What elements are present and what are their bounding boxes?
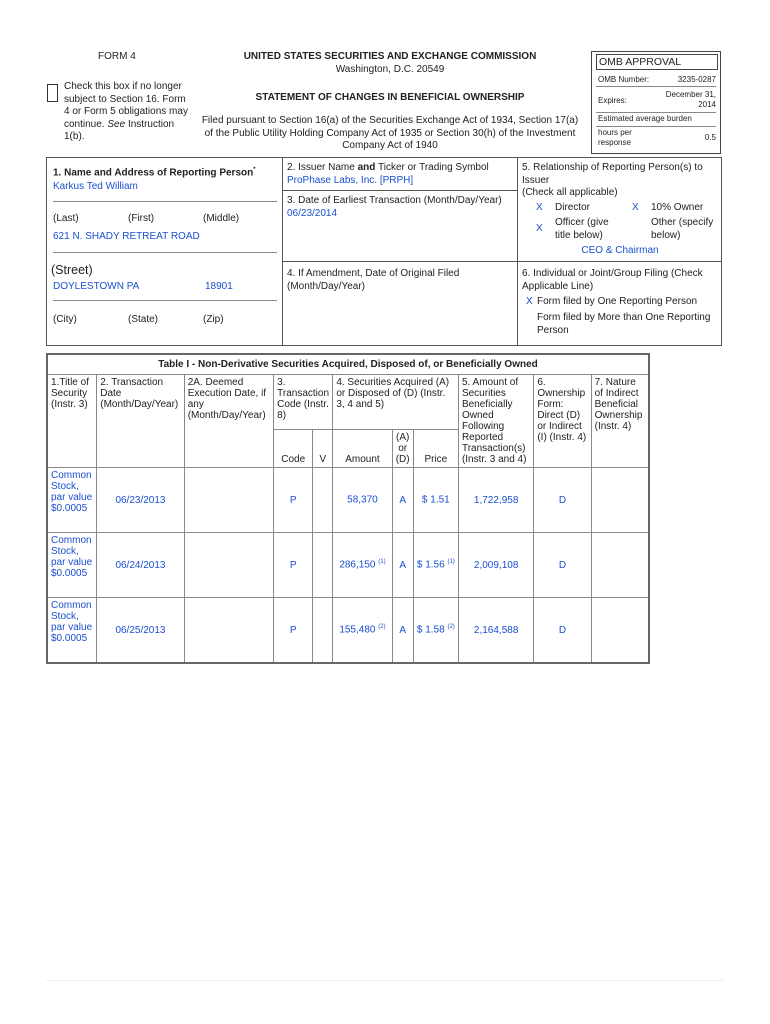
box-reporting-person bbox=[46, 157, 283, 346]
omb-divider bbox=[596, 126, 716, 127]
row-v bbox=[313, 533, 333, 598]
check-note bbox=[64, 81, 189, 144]
row-price-footnote[interactable]: (1) bbox=[447, 559, 455, 566]
omb-expires: December 31, 2014 bbox=[665, 90, 716, 109]
row-nature bbox=[591, 598, 649, 664]
col-transaction-code: 3. Transaction Code (Instr. 8) bbox=[274, 375, 333, 430]
box1-label-text: 1. Name and Address of Reporting Person bbox=[53, 167, 254, 179]
sec-title: UNITED STATES SECURITIES AND EXCHANGE COMMISSION bbox=[243, 51, 537, 62]
table-title: Table I - Non-Derivative Securities Acquired, Disposed of, or Beneficially Owned bbox=[47, 354, 649, 375]
row-security-title: Common Stock, par value $0.0005 bbox=[47, 468, 97, 533]
row-a-or-d: A bbox=[392, 598, 413, 664]
row-form: D bbox=[534, 533, 591, 598]
row-code: P bbox=[274, 533, 313, 598]
row-form: D bbox=[534, 598, 591, 664]
table-header-row bbox=[47, 375, 649, 430]
earliest-date-value: 06/23/2014 bbox=[287, 208, 338, 219]
row-price-value: $ 1.58 bbox=[416, 624, 445, 636]
more-person-label: Form filed by More than One Reporting Person bbox=[537, 312, 711, 336]
col-ownership-form: 6. Ownership Form: Direct (D) or Indirect (I) (Instr. 4) bbox=[534, 375, 591, 468]
col-nature-ownership: 7. Nature of Indirect Beneficial Ownership (Instr. 4) bbox=[591, 375, 649, 468]
officer-title: CEO & Chairman bbox=[581, 245, 659, 256]
col-title-security: 1.Title of Security (Instr. 3) bbox=[47, 375, 97, 468]
row-deemed-date bbox=[184, 533, 273, 598]
row-owned: 2,164,588 bbox=[458, 598, 533, 664]
row-price bbox=[413, 598, 458, 664]
box-issuer bbox=[282, 157, 518, 191]
table-row bbox=[47, 533, 649, 598]
director-mark[interactable]: X bbox=[536, 202, 543, 213]
row-v bbox=[313, 468, 333, 533]
box2-label-rest: Ticker or Trading Symbol bbox=[377, 162, 489, 173]
row-v bbox=[313, 598, 333, 664]
reporting-person-name: Karkus Ted William bbox=[53, 181, 138, 192]
row-a-or-d: A bbox=[392, 533, 413, 598]
row-form: D bbox=[534, 468, 591, 533]
omb-number: 3235-0287 bbox=[677, 75, 716, 84]
box-earliest-date bbox=[282, 190, 518, 262]
row-amount bbox=[333, 598, 392, 664]
form-name: FORM 4 bbox=[98, 51, 136, 62]
page-footer-divider bbox=[46, 980, 724, 981]
officer-mark[interactable]: X bbox=[536, 223, 543, 234]
box-amendment bbox=[282, 261, 518, 346]
street-line bbox=[53, 252, 277, 253]
state-label: (State) bbox=[128, 314, 159, 325]
row-price bbox=[413, 533, 458, 598]
first-label: (First) bbox=[128, 213, 155, 224]
box2-and: and bbox=[357, 162, 376, 173]
zip-value: 18901 bbox=[205, 281, 233, 292]
owner-label: 10% Owner bbox=[651, 202, 704, 213]
issuer-value: ProPhase Labs, Inc. [PRPH] bbox=[287, 175, 414, 186]
street-label: (Street) bbox=[51, 263, 93, 277]
table-row bbox=[47, 598, 649, 664]
row-date: 06/23/2013 bbox=[97, 468, 184, 533]
city-value: DOYLESTOWN PA bbox=[53, 281, 140, 292]
check-all: (Check all applicable) bbox=[522, 187, 618, 198]
one-person-mark[interactable]: X bbox=[526, 296, 533, 307]
city-label: (City) bbox=[53, 314, 77, 325]
city-line bbox=[53, 300, 277, 301]
check-note-instr: Instruction 1(b). bbox=[64, 118, 175, 142]
row-amount-value: 58,370 bbox=[347, 494, 378, 506]
row-price-value: $ 1.56 bbox=[416, 559, 445, 571]
box-relationship bbox=[517, 157, 722, 262]
sub-amount: Amount bbox=[333, 430, 392, 468]
omb-burden: Estimated average burden bbox=[598, 114, 692, 123]
row-amount bbox=[333, 468, 392, 533]
statement-title: STATEMENT OF CHANGES IN BENEFICIAL OWNERSHIP bbox=[255, 92, 525, 103]
col-amount-owned: 5. Amount of Securities Beneficially Owned Following Reported Transaction(s) (Instr. 3 and 4) bbox=[458, 375, 533, 468]
table-title-row bbox=[47, 354, 649, 375]
sec-location: Washington, D.C. 20549 bbox=[335, 64, 445, 75]
box4-label: 4. If Amendment, Date of Original Filed (Month/Day/Year) bbox=[287, 268, 460, 292]
row-owned: 1,722,958 bbox=[458, 468, 533, 533]
row-owned: 2,009,108 bbox=[458, 533, 533, 598]
table-row bbox=[47, 468, 649, 533]
row-price-footnote[interactable]: (2) bbox=[447, 624, 455, 631]
col-deemed-date: 2A. Deemed Execution Date, if any (Month/Day/Year) bbox=[184, 375, 273, 468]
row-deemed-date bbox=[184, 468, 273, 533]
row-price-value: $ 1.51 bbox=[421, 494, 450, 506]
row-security-title: Common Stock, par value $0.0005 bbox=[47, 598, 97, 664]
omb-hours-label: hours per response bbox=[598, 128, 632, 147]
row-amount-footnote[interactable]: (2) bbox=[378, 624, 386, 631]
omb-approval-box bbox=[591, 51, 721, 154]
box2-label bbox=[287, 162, 489, 173]
omb-divider bbox=[596, 112, 716, 113]
filed-pursuant: Filed pursuant to Section 16(a) of the Securities Exchange Act of 1934, Section 17(a) of the Public Utility Holding Company Act of 1935 or Section 30(h) of the Investment Company Act of 1940 bbox=[201, 115, 579, 151]
zip-label: (Zip) bbox=[203, 314, 224, 325]
other-label: Other (specify below) bbox=[651, 217, 714, 241]
check-note-see: See bbox=[107, 118, 126, 130]
no-longer-subject-checkbox[interactable] bbox=[47, 84, 58, 102]
omb-expires-label: Expires: bbox=[598, 96, 627, 105]
col-securities-acquired: 4. Securities Acquired (A) or Disposed of (D) (Instr. 3, 4 and 5) bbox=[333, 375, 459, 430]
box-filing bbox=[517, 261, 722, 346]
box5-label: 5. Relationship of Reporting Person(s) to Issuer bbox=[522, 162, 703, 186]
row-a-or-d: A bbox=[392, 468, 413, 533]
sub-a-or-d: (A) or (D) bbox=[392, 430, 413, 468]
check-note-text: Check this box if no longer subject to Section 16. Form 4 or Form 5 obligations may continue. bbox=[64, 81, 188, 130]
box1-star: * bbox=[253, 167, 256, 173]
omb-title: OMB APPROVAL bbox=[596, 54, 718, 70]
omb-divider bbox=[596, 86, 716, 87]
owner-mark[interactable]: X bbox=[632, 202, 639, 213]
row-amount-value: 155,480 bbox=[339, 624, 376, 636]
table-non-derivative bbox=[46, 353, 650, 664]
one-person-label: Form filed by One Reporting Person bbox=[537, 296, 698, 307]
row-code: P bbox=[274, 468, 313, 533]
officer-label: Officer (give title below) bbox=[555, 217, 609, 241]
row-amount-value: 286,150 bbox=[339, 559, 376, 571]
sub-code: Code bbox=[274, 430, 313, 468]
omb-hours: 0.5 bbox=[704, 133, 716, 142]
box1-label bbox=[53, 167, 256, 178]
row-amount-footnote[interactable]: (1) bbox=[378, 559, 386, 566]
box2-label-text: 2. Issuer Name bbox=[287, 162, 355, 173]
row-nature bbox=[591, 533, 649, 598]
omb-number-label: OMB Number: bbox=[598, 75, 650, 84]
row-deemed-date bbox=[184, 598, 273, 664]
name-line bbox=[53, 201, 277, 202]
row-date: 06/24/2013 bbox=[97, 533, 184, 598]
col-transaction-date: 2. Transaction Date (Month/Day/Year) bbox=[97, 375, 184, 468]
sub-price: Price bbox=[413, 430, 458, 468]
row-date: 06/25/2013 bbox=[97, 598, 184, 664]
row-amount bbox=[333, 533, 392, 598]
row-nature bbox=[591, 468, 649, 533]
row-price bbox=[413, 468, 458, 533]
middle-label: (Middle) bbox=[203, 213, 240, 224]
row-code: P bbox=[274, 598, 313, 664]
sub-v: V bbox=[313, 430, 333, 468]
row-security-title: Common Stock, par value $0.0005 bbox=[47, 533, 97, 598]
street-value: 621 N. SHADY RETREAT ROAD bbox=[53, 231, 200, 242]
box3-label: 3. Date of Earliest Transaction (Month/Day/Year) bbox=[287, 195, 502, 206]
director-label: Director bbox=[555, 202, 591, 213]
box6-label: 6. Individual or Joint/Group Filing (Check Applicable Line) bbox=[522, 268, 703, 292]
last-label: (Last) bbox=[53, 213, 79, 224]
